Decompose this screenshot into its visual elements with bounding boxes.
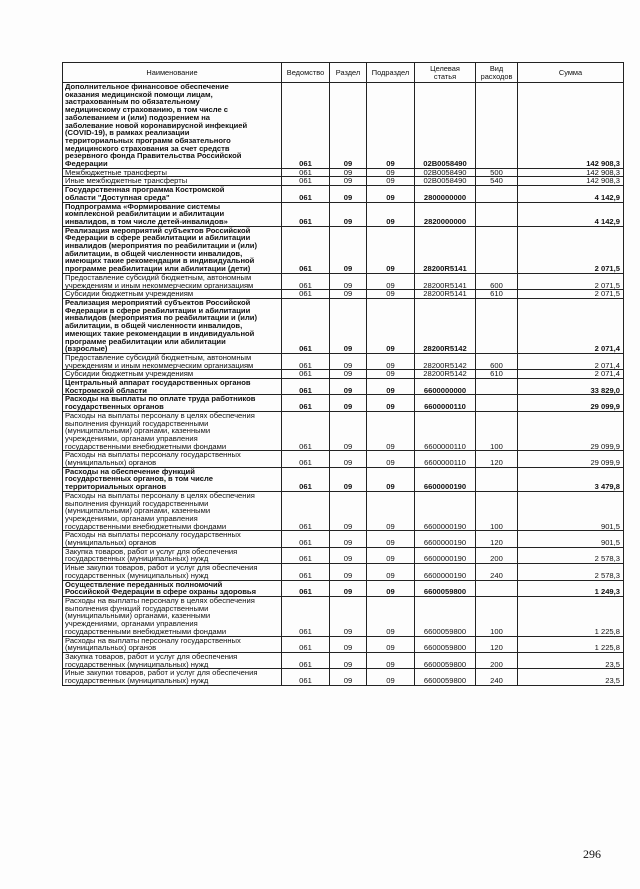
row-target: 6600059800 — [415, 580, 476, 596]
row-expense — [476, 580, 518, 596]
row-target: 6600000110 — [415, 411, 476, 451]
row-target: 28200R5142 — [415, 370, 476, 379]
table-row — [63, 226, 624, 273]
header-expense: Вид расходов — [476, 63, 518, 83]
row-amount: 2 071,5 — [518, 273, 624, 289]
table-row — [63, 273, 624, 289]
row-section: 09 — [330, 379, 367, 395]
row-subsection: 09 — [367, 669, 415, 685]
row-name: Расходы на выплаты персоналу государственных (муниципальных) органов — [63, 531, 282, 547]
row-amount: 1 225,8 — [518, 636, 624, 652]
row-name: Закупка товаров, работ и услуг для обеспечения государственных (муниципальных) нужд — [63, 652, 282, 668]
row-subsection: 09 — [367, 597, 415, 637]
row-section: 09 — [330, 290, 367, 299]
row-name: Реализация мероприятий субъектов Российской Федерации в сфере реабилитации и абилитации инвалидов (мероприятия по реабилитации и (или) абилитации, в общей численности инвалидов, имеющих такие рекомендации в индивидуальной программе реабилитации или абилитации (дети) — [63, 226, 282, 273]
row-name: Расходы на выплаты персоналу в целях обеспечения выполнения функций государственными (муниципальными) органами, казенными учреждениями, органами управления государственными внебюджетными фондами — [63, 491, 282, 531]
row-expense: 500 — [476, 168, 518, 177]
row-agency: 061 — [282, 226, 330, 273]
row-name: Иные закупки товаров, работ и услуг для обеспечения государственных (муниципальных) нужд — [63, 669, 282, 685]
row-agency: 061 — [282, 652, 330, 668]
row-target: 6600000190 — [415, 491, 476, 531]
row-subsection: 09 — [367, 411, 415, 451]
row-target: 28200R5142 — [415, 298, 476, 353]
row-name: Расходы на обеспечение функций государственных органов, в том числе территориальных органов — [63, 467, 282, 491]
table-row — [63, 652, 624, 668]
row-agency: 061 — [282, 491, 330, 531]
row-amount: 3 479,8 — [518, 467, 624, 491]
row-section: 09 — [330, 531, 367, 547]
table-row — [63, 83, 624, 169]
row-target: 2800000000 — [415, 186, 476, 202]
row-expense: 600 — [476, 353, 518, 369]
row-target: 6600059800 — [415, 597, 476, 637]
row-subsection: 09 — [367, 298, 415, 353]
row-section: 09 — [330, 186, 367, 202]
table-row — [63, 353, 624, 369]
row-agency: 061 — [282, 83, 330, 169]
table-row — [63, 177, 624, 186]
budget-table — [62, 62, 624, 686]
row-agency: 061 — [282, 580, 330, 596]
row-target: 02В0058490 — [415, 168, 476, 177]
row-agency: 061 — [282, 395, 330, 411]
row-expense: 200 — [476, 652, 518, 668]
row-subsection: 09 — [367, 202, 415, 226]
table-row — [63, 202, 624, 226]
row-subsection: 09 — [367, 451, 415, 467]
table-row — [63, 290, 624, 299]
row-target: 02В0058490 — [415, 83, 476, 169]
row-name: Осуществление переданных полномочий Российской Федерации в сфере охраны здоровья — [63, 580, 282, 596]
row-target: 28200R5141 — [415, 226, 476, 273]
table-row — [63, 298, 624, 353]
row-expense: 600 — [476, 273, 518, 289]
row-target: 6600059800 — [415, 636, 476, 652]
row-expense: 610 — [476, 290, 518, 299]
table-row — [63, 379, 624, 395]
row-target: 6600000110 — [415, 451, 476, 467]
row-name: Подпрограмма «Формирование системы комплексной реабилитации и абилитации инвалидов, в том числе детей-инвалидов» — [63, 202, 282, 226]
row-target: 6600000190 — [415, 531, 476, 547]
row-amount: 142 908,3 — [518, 168, 624, 177]
table-row — [63, 491, 624, 531]
row-name: Предоставление субсидий бюджетным, автономным учреждениям и иным некоммерческим организациям — [63, 353, 282, 369]
row-agency: 061 — [282, 186, 330, 202]
row-section: 09 — [330, 298, 367, 353]
row-target: 6600059800 — [415, 652, 476, 668]
row-section: 09 — [330, 83, 367, 169]
row-agency: 061 — [282, 177, 330, 186]
row-name: Межбюджетные трансферты — [63, 168, 282, 177]
row-agency: 061 — [282, 379, 330, 395]
row-agency: 061 — [282, 597, 330, 637]
row-target: 6600000190 — [415, 467, 476, 491]
table-row — [63, 531, 624, 547]
header-agency: Ведомство — [282, 63, 330, 83]
row-section: 09 — [330, 451, 367, 467]
row-expense: 120 — [476, 636, 518, 652]
row-agency: 061 — [282, 564, 330, 580]
row-expense: 120 — [476, 531, 518, 547]
table-row — [63, 168, 624, 177]
row-agency: 061 — [282, 547, 330, 563]
row-section: 09 — [330, 370, 367, 379]
row-name: Субсидии бюджетным учреждениям — [63, 370, 282, 379]
row-section: 09 — [330, 547, 367, 563]
row-name: Предоставление субсидий бюджетным, автономным учреждениям и иным некоммерческим организациям — [63, 273, 282, 289]
row-expense: 240 — [476, 564, 518, 580]
row-expense — [476, 186, 518, 202]
row-amount: 23,5 — [518, 652, 624, 668]
row-amount: 2 071,5 — [518, 290, 624, 299]
table-row — [63, 467, 624, 491]
row-section: 09 — [330, 652, 367, 668]
row-subsection: 09 — [367, 652, 415, 668]
table-header — [63, 63, 624, 83]
row-subsection: 09 — [367, 273, 415, 289]
row-subsection: 09 — [367, 370, 415, 379]
row-amount: 2 071,4 — [518, 298, 624, 353]
page-number: 296 — [583, 847, 601, 861]
row-subsection: 09 — [367, 83, 415, 169]
row-name: Расходы на выплаты по оплате труда работников государственных органов — [63, 395, 282, 411]
row-amount: 29 099,9 — [518, 451, 624, 467]
row-subsection: 09 — [367, 564, 415, 580]
row-name: Расходы на выплаты персоналу государственных (муниципальных) органов — [63, 451, 282, 467]
row-subsection: 09 — [367, 580, 415, 596]
row-section: 09 — [330, 273, 367, 289]
row-amount: 901,5 — [518, 531, 624, 547]
row-section: 09 — [330, 580, 367, 596]
row-amount: 2 578,3 — [518, 564, 624, 580]
header-row — [63, 63, 624, 83]
row-name: Иные закупки товаров, работ и услуг для обеспечения государственных (муниципальных) нужд — [63, 564, 282, 580]
row-expense: 610 — [476, 370, 518, 379]
row-name: Расходы на выплаты персоналу в целях обеспечения выполнения функций государственными (муниципальными) органами, казенными учреждениями, органами управления государственными внебюджетными фондами — [63, 411, 282, 451]
row-section: 09 — [330, 353, 367, 369]
row-amount: 2 578,3 — [518, 547, 624, 563]
row-subsection: 09 — [367, 168, 415, 177]
row-target: 6600000190 — [415, 547, 476, 563]
row-amount: 2 071,4 — [518, 370, 624, 379]
row-agency: 061 — [282, 451, 330, 467]
row-subsection: 09 — [367, 636, 415, 652]
row-subsection: 09 — [367, 177, 415, 186]
row-agency: 061 — [282, 353, 330, 369]
row-target: 28200R5141 — [415, 290, 476, 299]
row-expense: 200 — [476, 547, 518, 563]
row-expense: 100 — [476, 491, 518, 531]
row-agency: 061 — [282, 669, 330, 685]
table-row — [63, 186, 624, 202]
row-amount: 23,5 — [518, 669, 624, 685]
table-row — [63, 669, 624, 685]
row-amount: 29 099,9 — [518, 411, 624, 451]
row-expense: 100 — [476, 597, 518, 637]
table-row — [63, 636, 624, 652]
row-section: 09 — [330, 597, 367, 637]
row-agency: 061 — [282, 202, 330, 226]
row-agency: 061 — [282, 298, 330, 353]
row-target: 6600000110 — [415, 395, 476, 411]
row-expense — [476, 395, 518, 411]
row-amount: 1 249,3 — [518, 580, 624, 596]
row-target: 6600000000 — [415, 379, 476, 395]
row-section: 09 — [330, 168, 367, 177]
row-subsection: 09 — [367, 491, 415, 531]
row-agency: 061 — [282, 273, 330, 289]
row-target: 02В0058490 — [415, 177, 476, 186]
row-section: 09 — [330, 669, 367, 685]
row-name: Реализация мероприятий субъектов Российской Федерации в сфере реабилитации и абилитации инвалидов (мероприятия по реабилитации и (или) абилитации, в общей численности инвалидов, имеющих такие рекомендации в индивидуальной программе реабилитации или абилитации (взрослые) — [63, 298, 282, 353]
row-expense: 120 — [476, 451, 518, 467]
row-name: Расходы на выплаты персоналу в целях обеспечения выполнения функций государственными (муниципальными) органами, казенными учреждениями, органами управления государственными внебюджетными фондами — [63, 597, 282, 637]
table-row — [63, 395, 624, 411]
row-agency: 061 — [282, 636, 330, 652]
row-subsection: 09 — [367, 186, 415, 202]
row-target: 6600000190 — [415, 564, 476, 580]
row-amount: 142 908,3 — [518, 177, 624, 186]
row-expense: 100 — [476, 411, 518, 451]
row-expense — [476, 202, 518, 226]
row-section: 09 — [330, 491, 367, 531]
row-expense: 540 — [476, 177, 518, 186]
row-subsection: 09 — [367, 395, 415, 411]
row-subsection: 09 — [367, 379, 415, 395]
row-expense — [476, 83, 518, 169]
row-expense — [476, 379, 518, 395]
row-name: Закупка товаров, работ и услуг для обеспечения государственных (муниципальных) нужд — [63, 547, 282, 563]
table-row — [63, 597, 624, 637]
row-amount: 4 142,9 — [518, 186, 624, 202]
row-amount: 4 142,9 — [518, 202, 624, 226]
row-amount: 2 071,4 — [518, 353, 624, 369]
row-subsection: 09 — [367, 531, 415, 547]
row-subsection: 09 — [367, 467, 415, 491]
row-amount: 33 829,0 — [518, 379, 624, 395]
row-section: 09 — [330, 636, 367, 652]
row-name: Расходы на выплаты персоналу государственных (муниципальных) органов — [63, 636, 282, 652]
row-agency: 061 — [282, 168, 330, 177]
row-expense — [476, 226, 518, 273]
table-row — [63, 564, 624, 580]
row-subsection: 09 — [367, 547, 415, 563]
row-target: 28200R5142 — [415, 353, 476, 369]
header-section: Раздел — [330, 63, 367, 83]
row-agency: 061 — [282, 411, 330, 451]
row-expense: 240 — [476, 669, 518, 685]
table-body — [63, 83, 624, 686]
row-section: 09 — [330, 177, 367, 186]
row-section: 09 — [330, 564, 367, 580]
table-row — [63, 580, 624, 596]
row-section: 09 — [330, 202, 367, 226]
row-amount: 901,5 — [518, 491, 624, 531]
row-agency: 061 — [282, 467, 330, 491]
row-name: Центральный аппарат государственных органов Костромской области — [63, 379, 282, 395]
row-agency: 061 — [282, 290, 330, 299]
row-section: 09 — [330, 467, 367, 491]
header-target: Целевая статья — [415, 63, 476, 83]
table-row — [63, 547, 624, 563]
row-section: 09 — [330, 395, 367, 411]
row-agency: 061 — [282, 370, 330, 379]
row-amount: 1 225,8 — [518, 597, 624, 637]
header-subsection: Подраздел — [367, 63, 415, 83]
row-amount: 142 908,3 — [518, 83, 624, 169]
table-row — [63, 370, 624, 379]
row-target: 6600059800 — [415, 669, 476, 685]
row-target: 28200R5141 — [415, 273, 476, 289]
header-name: Наименование — [63, 63, 282, 83]
row-name: Дополнительное финансовое обеспечение оказания медицинской помощи лицам, застрахованным по обязательному медицинскому страхованию, в том числе с заболеванием и (или) подозрением на заболевание новой коронавирусной инфекцией (COVID-19), в рамках реализации территориальных программ обязательного медицинского страхования за счет средств резервного фонда Правительства Российской Федерации — [63, 83, 282, 169]
table-row — [63, 411, 624, 451]
row-expense — [476, 467, 518, 491]
row-section: 09 — [330, 411, 367, 451]
row-subsection: 09 — [367, 290, 415, 299]
header-amount: Сумма — [518, 63, 624, 83]
row-name: Субсидии бюджетным учреждениям — [63, 290, 282, 299]
row-subsection: 09 — [367, 226, 415, 273]
row-name: Иные межбюджетные трансферты — [63, 177, 282, 186]
row-subsection: 09 — [367, 353, 415, 369]
row-section: 09 — [330, 226, 367, 273]
row-amount: 29 099,9 — [518, 395, 624, 411]
row-target: 2820000000 — [415, 202, 476, 226]
row-amount: 2 071,5 — [518, 226, 624, 273]
row-agency: 061 — [282, 531, 330, 547]
row-name: Государственная программа Костромской области "Доступная среда" — [63, 186, 282, 202]
table-row — [63, 451, 624, 467]
row-expense — [476, 298, 518, 353]
